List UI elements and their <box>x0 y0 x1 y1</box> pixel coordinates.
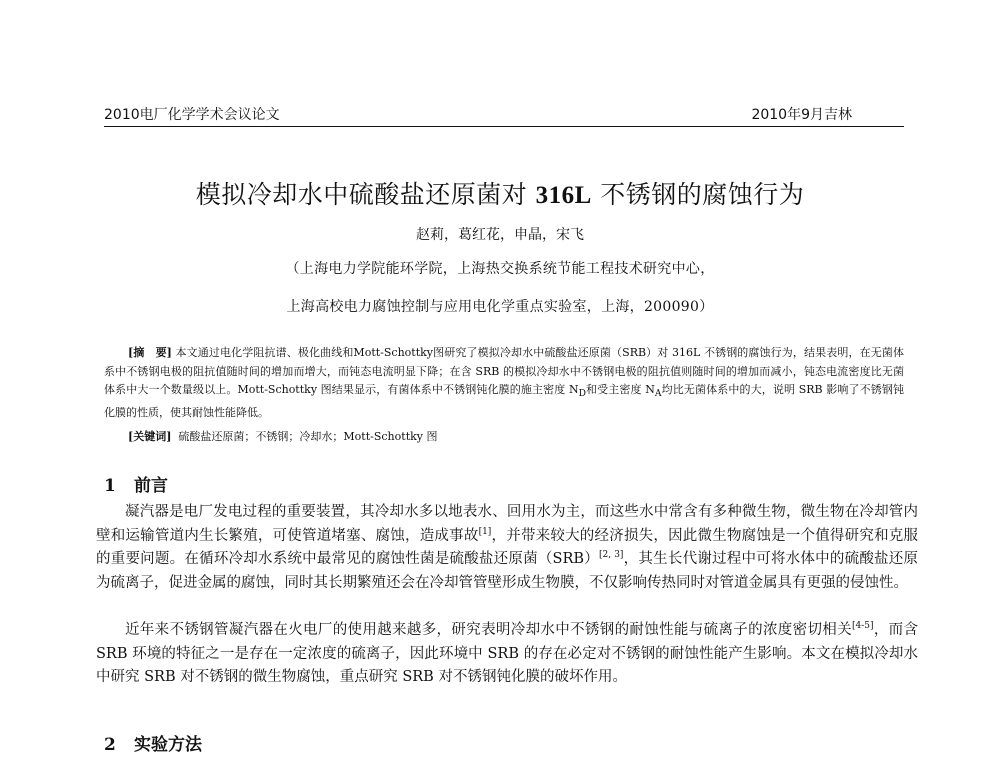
keywords-text: 硫酸盐还原菌；不锈钢；冷却水；Mott-Schottky 图 <box>178 430 438 443</box>
title-part2: 316L <box>535 182 592 209</box>
authors: 赵莉，葛红花，申晶，宋飞 <box>416 227 584 243</box>
section-heading-methods <box>104 730 202 755</box>
abstract-text3: 均比无菌体系中的大，说明 SRB 影响了不锈钢钝化膜的性质，使其耐蚀性能降低。 <box>104 383 904 419</box>
citation-ref: [2, 3] <box>599 550 624 561</box>
keywords-label: [关键词] <box>128 430 172 443</box>
citation-ref: [4-5] <box>851 621 874 632</box>
affiliation-line2: 上海高校电力腐蚀控制与应用电化学重点实验室，上海，200090） <box>286 299 714 315</box>
running-header <box>104 102 904 127</box>
para1-text-b: ，并带来较大的经济损失，因此微生物腐蚀是一个值得研究和克服的重要问题。在循环冷却水系统中最常见的腐蚀性菌是硫酸盐还原菌（SRB） <box>96 527 919 568</box>
paragraph-1 <box>96 501 918 595</box>
running-header-right: 2010年9月吉林 <box>751 107 852 123</box>
abstract-text2: 和受主密度 N <box>585 383 655 396</box>
title-part1: 模拟冷却水中硫酸盐还原菌对 <box>195 180 536 209</box>
abstract-text: 本文通过电化学阻抗谱、极化曲线和Mott-Schottky图研究了模拟冷却水中硫酸盐还原菌（SRB）对 316L 不锈钢的腐蚀行为，结果表明，在无菌体系中不锈钢电极的阻抗值随时间的增加而增大，而钝态电流明显下降；在含 SRB 的模拟冷却水中不锈钢电极的阻抗值则随时间的增加而减小，钝态电流密度比无菌体系中大一个数量级以上。Mott-Schottky 图结果显示，有菌体系中不锈钢钝化膜的施主密度 N <box>104 346 904 396</box>
para1-text-a: 凝汽器是电厂发电过程的重要装置，其冷却水多以地表水、回用水为主，而这些水中常含有多种微生物，微生物在冷却管内壁和运输管道内生长繁殖，可使管道堵塞、腐蚀，造成事故 <box>96 504 918 544</box>
section-number: 1 <box>104 476 116 496</box>
section-number: 2 <box>104 735 116 755</box>
para2-text-b: ，而含 SRB 环境的特征之一是存在一定浓度的硫离子，因此环境中 SRB 的存在必定对不锈钢的耐蚀性能产生影响。本文在模拟冷却水中研究 SRB 对不锈钢的微生物腐蚀，重点研究 SRB 对不锈钢钝化膜的破坏作用。 <box>96 622 919 686</box>
para2-text-a: 近年来不锈钢管凝汽器在火电厂的使用越来越多，研究表明冷却水中不锈钢的耐蚀性能与硫离子的浓度密切相关 <box>125 622 852 638</box>
section-title: 前言 <box>134 476 168 496</box>
abstract-label: [摘 要] <box>128 346 172 359</box>
abstract-sub-d: D <box>578 388 586 400</box>
title-part3: 不锈钢的腐蚀行为 <box>591 180 805 209</box>
abstract-sub-a: A <box>654 388 662 400</box>
citation-ref: [1] <box>478 526 492 537</box>
running-header-left: 2010电厂化学学术会议论文 <box>104 107 280 123</box>
paragraph-2 <box>96 619 918 690</box>
section-title: 实验方法 <box>134 735 202 755</box>
keywords <box>128 428 904 444</box>
paper-title <box>0 175 1000 211</box>
para1-text-c: ，其生长代谢过程中可将水体中的硫酸盐还原为硫离子，促进金属的腐蚀，同时其长期繁殖还会在冷却管管壁形成生物膜，不仅影响传热同时对管道金属具有更强的侵蚀性。 <box>96 551 919 591</box>
section-heading-intro <box>104 471 168 496</box>
abstract <box>104 344 904 422</box>
affiliation-line1: （上海电力学院能环学院，上海热交换系统节能工程技术研究中心， <box>285 261 715 277</box>
